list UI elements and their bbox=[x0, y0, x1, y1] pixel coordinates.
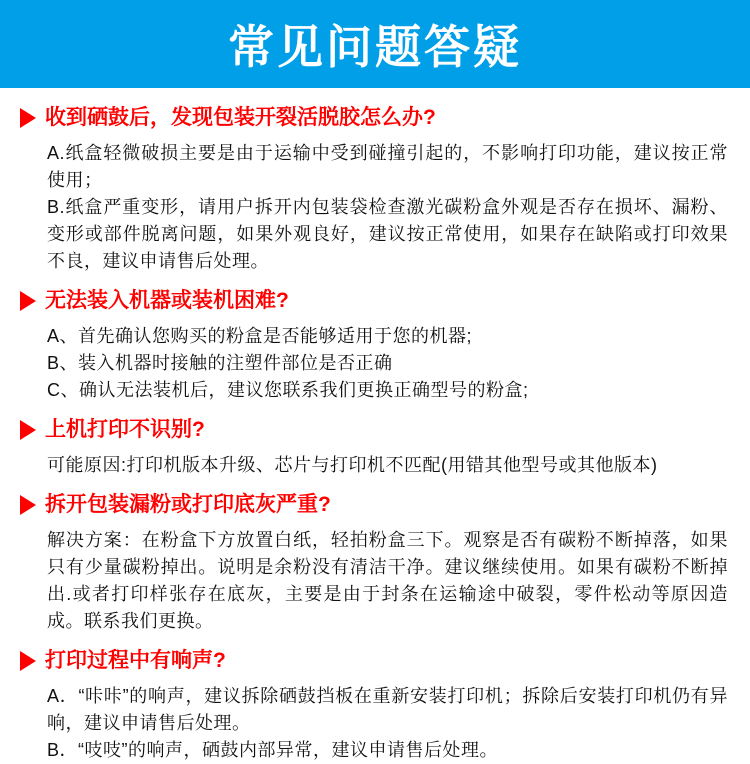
question-text: 拆开包装漏粉或打印底灰严重? bbox=[45, 493, 331, 516]
answer-line: A、首先确认您购买的粉盒是否能够适用于您的机器; bbox=[47, 326, 473, 346]
answer-line: B、装入机器时接触的注塑件部位是否正确 bbox=[47, 353, 393, 373]
faq-section-not-recognized bbox=[20, 416, 728, 479]
answer-line: C、确认无法装机后，建议您联系我们更换正确型号的粉盒; bbox=[47, 380, 529, 400]
answer-line: B.纸盒严重变形，请用户拆开内包装袋检查激光碳粉盒外观是否存在损坏、漏粉、变形或部件脱离问题，如果外观良好，建议按正常使用，如果存在缺陷或打印效果不良，建议申请售后处理。 bbox=[47, 197, 728, 271]
answer-line: 解决方案：在粉盒下方放置白纸，轻拍粉盒三下。观察是否有碳粉不断掉落，如果只有少量碳粉掉出。说明是余粉没有清洁干净。建议继续使用。如果有碳粉不断掉出.或者打印样张存在底灰，主要是由于封条在运输途中破裂，零件松动等原因造成。联系我们更换。 bbox=[47, 530, 728, 631]
faq-section-printing-noise bbox=[20, 647, 728, 764]
triangle-bullet-icon bbox=[20, 651, 36, 671]
answer-line: B．“吱吱”的响声，硒鼓内部异常，建议申请售后处理。 bbox=[47, 740, 498, 760]
question-row bbox=[20, 647, 728, 675]
question-row bbox=[20, 287, 728, 315]
question-text: 上机打印不识别? bbox=[45, 418, 205, 441]
faq-section-install-difficulty bbox=[20, 287, 728, 404]
answer-line: A．“咔咔”的响声，建议拆除硒鼓挡板在重新安装打印机；拆除后安装打印机仍有异响，建议申请售后处理。 bbox=[47, 686, 728, 733]
faq-section-packaging-damage bbox=[20, 104, 728, 275]
header-banner bbox=[0, 0, 750, 88]
faq-content bbox=[0, 88, 750, 764]
question-text: 打印过程中有响声? bbox=[45, 649, 226, 672]
triangle-bullet-icon bbox=[20, 495, 36, 515]
triangle-bullet-icon bbox=[20, 420, 36, 440]
faq-section-toner-leak bbox=[20, 491, 728, 635]
question-text: 无法装入机器或装机困难? bbox=[45, 289, 289, 312]
answer-block bbox=[47, 140, 728, 275]
triangle-bullet-icon bbox=[20, 291, 36, 311]
question-row bbox=[20, 416, 728, 444]
answer-line: A.纸盒轻微破损主要是由于运输中受到碰撞引起的，不影响打印功能，建议按正常使用； bbox=[47, 143, 728, 190]
answer-block bbox=[47, 683, 728, 764]
answer-block bbox=[47, 527, 728, 635]
question-row bbox=[20, 104, 728, 132]
answer-block bbox=[47, 323, 728, 404]
triangle-bullet-icon bbox=[20, 108, 36, 128]
answer-block bbox=[47, 452, 728, 479]
question-text: 收到硒鼓后，发现包装开裂活脱胶怎么办? bbox=[45, 106, 436, 129]
answer-line: 可能原因:打印机版本升级、芯片与打印机不匹配(用错其他型号或其他版本) bbox=[47, 455, 658, 475]
question-row bbox=[20, 491, 728, 519]
page-title: 常见问题答疑 bbox=[228, 21, 522, 73]
